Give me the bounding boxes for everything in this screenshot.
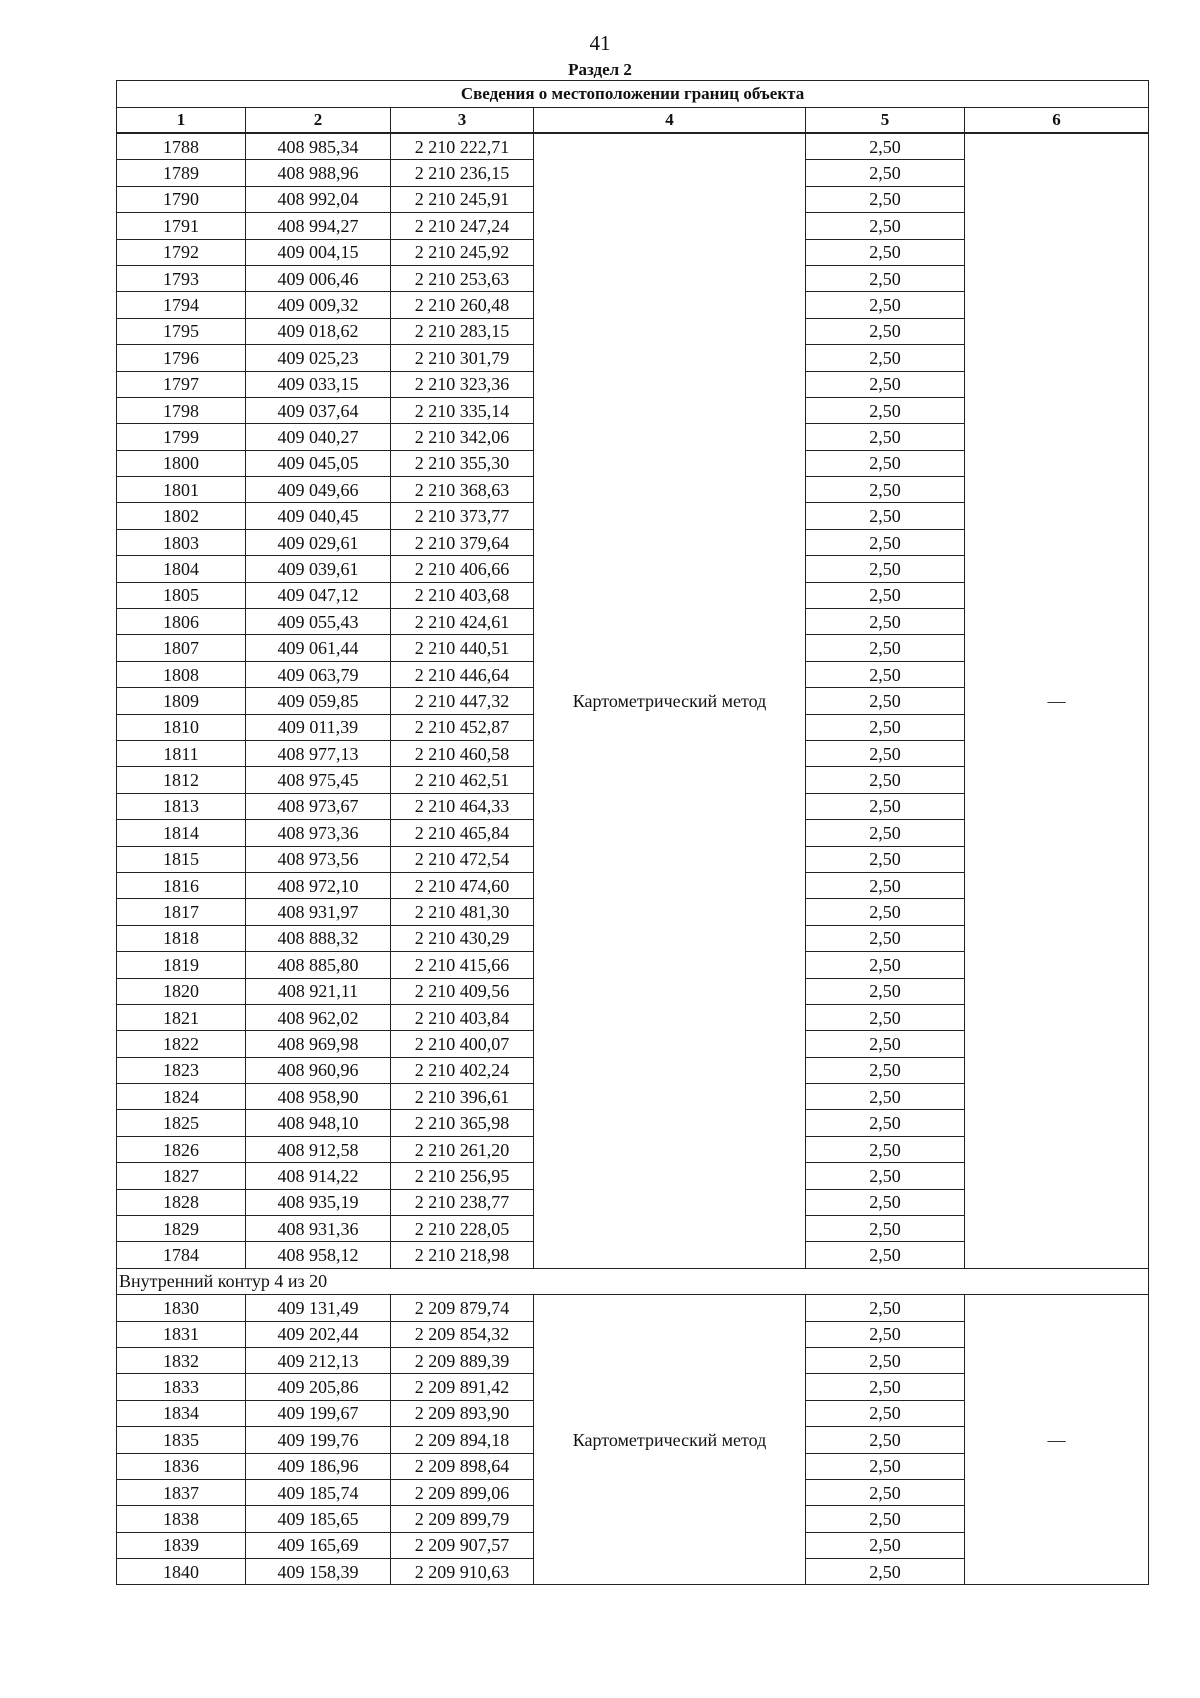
point-number-cell: 1807 [117,635,246,661]
table-row [117,133,1149,160]
accuracy-cell: 2,50 [806,1532,965,1558]
accuracy-cell: 2,50 [806,318,965,344]
accuracy-cell: 2,50 [806,1216,965,1242]
accuracy-cell: 2,50 [806,1084,965,1110]
point-number-cell: 1789 [117,160,246,186]
accuracy-cell: 2,50 [806,635,965,661]
y-coordinate-cell: 2 210 373,77 [391,503,534,529]
y-coordinate-cell: 2 209 907,57 [391,1532,534,1558]
y-coordinate-cell: 2 210 245,92 [391,239,534,265]
y-coordinate-cell: 2 210 365,98 [391,1110,534,1136]
x-coordinate-cell: 409 049,66 [246,477,391,503]
point-number-cell: 1795 [117,318,246,344]
accuracy-cell: 2,50 [806,133,965,160]
point-number-cell: 1790 [117,186,246,212]
description-cell: — [965,133,1149,1268]
x-coordinate-cell: 409 009,32 [246,292,391,318]
point-number-cell: 1833 [117,1374,246,1400]
point-number-cell: 1812 [117,767,246,793]
point-number-cell: 1821 [117,1004,246,1030]
point-number-cell: 1829 [117,1216,246,1242]
point-number-cell: 1788 [117,133,246,160]
point-number-cell: 1824 [117,1084,246,1110]
y-coordinate-cell: 2 210 406,66 [391,556,534,582]
x-coordinate-cell: 408 912,58 [246,1136,391,1162]
table-row [117,1295,1149,1321]
y-coordinate-cell: 2 210 301,79 [391,345,534,371]
y-coordinate-cell: 2 209 854,32 [391,1321,534,1347]
point-number-cell: 1800 [117,450,246,476]
y-coordinate-cell: 2 210 238,77 [391,1189,534,1215]
y-coordinate-cell: 2 210 400,07 [391,1031,534,1057]
accuracy-cell: 2,50 [806,424,965,450]
accuracy-cell: 2,50 [806,1506,965,1532]
accuracy-cell: 2,50 [806,1242,965,1268]
y-coordinate-cell: 2 210 460,58 [391,740,534,766]
section-title: Раздел 2 [568,60,632,79]
point-number-cell: 1836 [117,1453,246,1479]
accuracy-cell: 2,50 [806,1110,965,1136]
y-coordinate-cell: 2 210 462,51 [391,767,534,793]
boundary-coordinates-table [116,80,1149,1585]
x-coordinate-cell: 409 047,12 [246,582,391,608]
description-cell: — [965,1295,1149,1585]
column-number: 2 [246,108,391,134]
accuracy-cell: 2,50 [806,609,965,635]
point-number-cell: 1806 [117,609,246,635]
column-number: 3 [391,108,534,134]
x-coordinate-cell: 408 973,67 [246,793,391,819]
point-number-cell: 1840 [117,1559,246,1585]
x-coordinate-cell: 408 935,19 [246,1189,391,1215]
accuracy-cell: 2,50 [806,239,965,265]
accuracy-cell: 2,50 [806,160,965,186]
point-number-cell: 1826 [117,1136,246,1162]
x-coordinate-cell: 409 205,86 [246,1374,391,1400]
point-number-cell: 1801 [117,477,246,503]
point-number-cell: 1830 [117,1295,246,1321]
point-number-cell: 1808 [117,661,246,687]
y-coordinate-cell: 2 209 894,18 [391,1427,534,1453]
y-coordinate-cell: 2 210 464,33 [391,793,534,819]
x-coordinate-cell: 408 958,90 [246,1084,391,1110]
y-coordinate-cell: 2 209 899,79 [391,1506,534,1532]
y-coordinate-cell: 2 210 368,63 [391,477,534,503]
y-coordinate-cell: 2 210 402,24 [391,1057,534,1083]
y-coordinate-cell: 2 210 403,68 [391,582,534,608]
y-coordinate-cell: 2 210 247,24 [391,213,534,239]
accuracy-cell: 2,50 [806,450,965,476]
point-number-cell: 1839 [117,1532,246,1558]
y-coordinate-cell: 2 210 245,91 [391,186,534,212]
accuracy-cell: 2,50 [806,477,965,503]
contour-label-row [117,1268,1149,1294]
accuracy-cell: 2,50 [806,1453,965,1479]
accuracy-cell: 2,50 [806,529,965,555]
point-number-cell: 1797 [117,371,246,397]
table-caption: Сведения о местоположении границ объекта [117,81,1149,108]
y-coordinate-cell: 2 210 430,29 [391,925,534,951]
accuracy-cell: 2,50 [806,556,965,582]
accuracy-cell: 2,50 [806,1400,965,1426]
table-body [117,133,1149,1585]
point-number-cell: 1825 [117,1110,246,1136]
y-coordinate-cell: 2 210 260,48 [391,292,534,318]
accuracy-cell: 2,50 [806,292,965,318]
y-coordinate-cell: 2 209 879,74 [391,1295,534,1321]
accuracy-cell: 2,50 [806,688,965,714]
y-coordinate-cell: 2 210 218,98 [391,1242,534,1268]
y-coordinate-cell: 2 209 893,90 [391,1400,534,1426]
point-number-cell: 1831 [117,1321,246,1347]
point-number-cell: 1802 [117,503,246,529]
table-caption-row [117,81,1149,108]
x-coordinate-cell: 408 921,11 [246,978,391,1004]
point-number-cell: 1827 [117,1163,246,1189]
x-coordinate-cell: 408 973,56 [246,846,391,872]
x-coordinate-cell: 409 018,62 [246,318,391,344]
x-coordinate-cell: 408 975,45 [246,767,391,793]
y-coordinate-cell: 2 210 355,30 [391,450,534,476]
point-number-cell: 1815 [117,846,246,872]
accuracy-cell: 2,50 [806,1374,965,1400]
point-number-cell: 1819 [117,952,246,978]
point-number-cell: 1817 [117,899,246,925]
x-coordinate-cell: 409 006,46 [246,265,391,291]
point-number-cell: 1822 [117,1031,246,1057]
y-coordinate-cell: 2 210 403,84 [391,1004,534,1030]
accuracy-cell: 2,50 [806,345,965,371]
column-number: 6 [965,108,1149,134]
x-coordinate-cell: 409 185,65 [246,1506,391,1532]
accuracy-cell: 2,50 [806,1427,965,1453]
point-number-cell: 1798 [117,397,246,423]
accuracy-cell: 2,50 [806,1347,965,1373]
point-number-cell: 1811 [117,740,246,766]
point-number-cell: 1810 [117,714,246,740]
x-coordinate-cell: 409 186,96 [246,1453,391,1479]
y-coordinate-cell: 2 210 424,61 [391,609,534,635]
y-coordinate-cell: 2 210 472,54 [391,846,534,872]
accuracy-cell: 2,50 [806,1004,965,1030]
x-coordinate-cell: 409 061,44 [246,635,391,661]
accuracy-cell: 2,50 [806,846,965,872]
point-number-cell: 1828 [117,1189,246,1215]
accuracy-cell: 2,50 [806,503,965,529]
x-coordinate-cell: 409 202,44 [246,1321,391,1347]
x-coordinate-cell: 409 037,64 [246,397,391,423]
x-coordinate-cell: 409 199,67 [246,1400,391,1426]
x-coordinate-cell: 409 025,23 [246,345,391,371]
y-coordinate-cell: 2 210 481,30 [391,899,534,925]
x-coordinate-cell: 408 992,04 [246,186,391,212]
y-coordinate-cell: 2 210 409,56 [391,978,534,1004]
x-coordinate-cell: 408 962,02 [246,1004,391,1030]
column-number: 4 [534,108,806,134]
x-coordinate-cell: 409 158,39 [246,1559,391,1585]
point-number-cell: 1809 [117,688,246,714]
accuracy-cell: 2,50 [806,925,965,951]
x-coordinate-cell: 408 988,96 [246,160,391,186]
x-coordinate-cell: 408 888,32 [246,925,391,951]
x-coordinate-cell: 408 972,10 [246,872,391,898]
x-coordinate-cell: 408 931,36 [246,1216,391,1242]
x-coordinate-cell: 409 185,74 [246,1479,391,1505]
x-coordinate-cell: 409 131,49 [246,1295,391,1321]
y-coordinate-cell: 2 209 898,64 [391,1453,534,1479]
x-coordinate-cell: 408 885,80 [246,952,391,978]
accuracy-cell: 2,50 [806,952,965,978]
point-number-cell: 1818 [117,925,246,951]
x-coordinate-cell: 408 960,96 [246,1057,391,1083]
column-number: 1 [117,108,246,134]
x-coordinate-cell: 408 973,36 [246,820,391,846]
y-coordinate-cell: 2 210 465,84 [391,820,534,846]
accuracy-cell: 2,50 [806,1321,965,1347]
contour-label: Внутренний контур 4 из 20 [117,1268,1149,1294]
y-coordinate-cell: 2 210 415,66 [391,952,534,978]
y-coordinate-cell: 2 210 236,15 [391,160,534,186]
y-coordinate-cell: 2 210 396,61 [391,1084,534,1110]
x-coordinate-cell: 408 977,13 [246,740,391,766]
y-coordinate-cell: 2 209 889,39 [391,1347,534,1373]
point-number-cell: 1803 [117,529,246,555]
accuracy-cell: 2,50 [806,1189,965,1215]
x-coordinate-cell: 409 212,13 [246,1347,391,1373]
x-coordinate-cell: 409 004,15 [246,239,391,265]
point-number-cell: 1838 [117,1506,246,1532]
point-number-cell: 1816 [117,872,246,898]
y-coordinate-cell: 2 210 256,95 [391,1163,534,1189]
column-number-row [117,108,1149,134]
accuracy-cell: 2,50 [806,1031,965,1057]
x-coordinate-cell: 409 045,05 [246,450,391,476]
column-number: 5 [806,108,965,134]
y-coordinate-cell: 2 209 899,06 [391,1479,534,1505]
accuracy-cell: 2,50 [806,1136,965,1162]
point-number-cell: 1814 [117,820,246,846]
x-coordinate-cell: 409 039,61 [246,556,391,582]
x-coordinate-cell: 408 969,98 [246,1031,391,1057]
y-coordinate-cell: 2 210 342,06 [391,424,534,450]
accuracy-cell: 2,50 [806,1295,965,1321]
point-number-cell: 1792 [117,239,246,265]
y-coordinate-cell: 2 210 452,87 [391,714,534,740]
accuracy-cell: 2,50 [806,899,965,925]
y-coordinate-cell: 2 210 335,14 [391,397,534,423]
point-number-cell: 1813 [117,793,246,819]
x-coordinate-cell: 409 033,15 [246,371,391,397]
point-number-cell: 1835 [117,1427,246,1453]
y-coordinate-cell: 2 210 379,64 [391,529,534,555]
x-coordinate-cell: 409 165,69 [246,1532,391,1558]
method-cell: Картометрический метод [534,133,806,1268]
y-coordinate-cell: 2 210 222,71 [391,133,534,160]
accuracy-cell: 2,50 [806,714,965,740]
point-number-cell: 1796 [117,345,246,371]
y-coordinate-cell: 2 210 253,63 [391,265,534,291]
y-coordinate-cell: 2 210 323,36 [391,371,534,397]
accuracy-cell: 2,50 [806,582,965,608]
x-coordinate-cell: 409 029,61 [246,529,391,555]
accuracy-cell: 2,50 [806,767,965,793]
accuracy-cell: 2,50 [806,397,965,423]
accuracy-cell: 2,50 [806,740,965,766]
point-number-cell: 1823 [117,1057,246,1083]
point-number-cell: 1791 [117,213,246,239]
x-coordinate-cell: 409 040,27 [246,424,391,450]
point-number-cell: 1820 [117,978,246,1004]
accuracy-cell: 2,50 [806,1163,965,1189]
point-number-cell: 1793 [117,265,246,291]
y-coordinate-cell: 2 210 446,64 [391,661,534,687]
x-coordinate-cell: 409 040,45 [246,503,391,529]
y-coordinate-cell: 2 210 228,05 [391,1216,534,1242]
accuracy-cell: 2,50 [806,1057,965,1083]
point-number-cell: 1837 [117,1479,246,1505]
x-coordinate-cell: 409 055,43 [246,609,391,635]
y-coordinate-cell: 2 210 261,20 [391,1136,534,1162]
x-coordinate-cell: 409 011,39 [246,714,391,740]
accuracy-cell: 2,50 [806,661,965,687]
x-coordinate-cell: 409 199,76 [246,1427,391,1453]
accuracy-cell: 2,50 [806,371,965,397]
accuracy-cell: 2,50 [806,820,965,846]
point-number-cell: 1794 [117,292,246,318]
point-number-cell: 1799 [117,424,246,450]
x-coordinate-cell: 408 914,22 [246,1163,391,1189]
accuracy-cell: 2,50 [806,978,965,1004]
accuracy-cell: 2,50 [806,1559,965,1585]
point-number-cell: 1784 [117,1242,246,1268]
x-coordinate-cell: 408 948,10 [246,1110,391,1136]
accuracy-cell: 2,50 [806,186,965,212]
y-coordinate-cell: 2 210 440,51 [391,635,534,661]
x-coordinate-cell: 409 063,79 [246,661,391,687]
y-coordinate-cell: 2 210 474,60 [391,872,534,898]
accuracy-cell: 2,50 [806,793,965,819]
accuracy-cell: 2,50 [806,213,965,239]
accuracy-cell: 2,50 [806,1479,965,1505]
x-coordinate-cell: 409 059,85 [246,688,391,714]
y-coordinate-cell: 2 210 283,15 [391,318,534,344]
x-coordinate-cell: 408 958,12 [246,1242,391,1268]
y-coordinate-cell: 2 209 891,42 [391,1374,534,1400]
y-coordinate-cell: 2 209 910,63 [391,1559,534,1585]
accuracy-cell: 2,50 [806,872,965,898]
method-cell: Картометрический метод [534,1295,806,1585]
x-coordinate-cell: 408 994,27 [246,213,391,239]
point-number-cell: 1805 [117,582,246,608]
x-coordinate-cell: 408 931,97 [246,899,391,925]
y-coordinate-cell: 2 210 447,32 [391,688,534,714]
point-number-cell: 1832 [117,1347,246,1373]
page-number: 41 [589,31,611,55]
point-number-cell: 1834 [117,1400,246,1426]
x-coordinate-cell: 408 985,34 [246,133,391,160]
accuracy-cell: 2,50 [806,265,965,291]
point-number-cell: 1804 [117,556,246,582]
